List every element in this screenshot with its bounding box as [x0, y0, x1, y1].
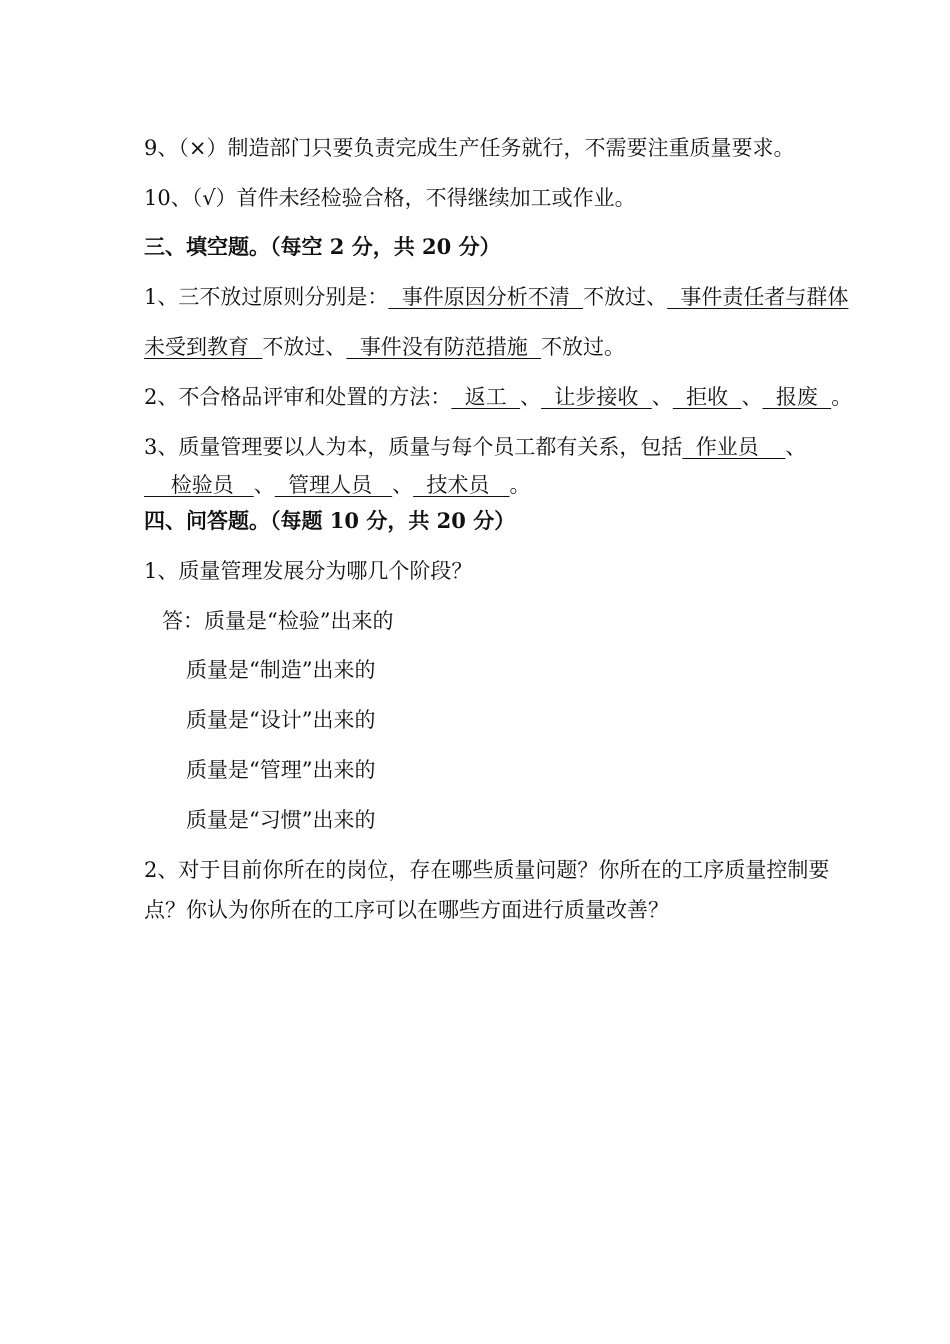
qa-question-2-line-2: 点？你认为你所在的工序可以在哪些方面进行质量改善？ [144, 898, 669, 922]
period: 。 [509, 473, 531, 497]
qa-question-2-line-1: 2、对于目前你所在的岗位，存在哪些质量问题？你所在的工序质量控制要 [144, 858, 830, 882]
section-heading-fill-blank: 三、填空题。（每空 2 分，共 20 分） [144, 234, 501, 259]
question-number: 10、（ [144, 186, 203, 210]
fill-question-1-line-1 [144, 283, 848, 311]
question-text: 不放过、 [583, 285, 668, 309]
judgment-question-10 [144, 184, 636, 212]
question-text: 1、三不放过原则分别是： [144, 285, 389, 309]
period: 。 [831, 385, 853, 409]
fill-answer: 技术员 [413, 473, 510, 497]
fill-answer: 作业员 [682, 435, 786, 459]
fill-question-3-line-2 [144, 471, 531, 499]
answer-mark: × [188, 136, 207, 160]
fill-answer: 管理人员 [274, 473, 393, 497]
fill-answer: 拒收 [672, 385, 742, 409]
fill-question-1-line-2 [144, 333, 625, 361]
answer-line-4: 质量是“管理”出来的 [186, 758, 376, 782]
separator: 、 [651, 385, 673, 409]
answer-line-5: 质量是“习惯”出来的 [186, 808, 376, 832]
fill-answer: 报废 [762, 385, 832, 409]
qa-question-1: 1、质量管理发展分为哪几个阶段？ [144, 559, 473, 583]
section-heading-qa: 四、问答题。（每题 10 分，共 20 分） [144, 508, 516, 533]
judgment-question-9 [144, 134, 794, 162]
fill-answer: 事件责任者与群体 [667, 285, 849, 309]
answer-label: 答： [162, 609, 204, 633]
question-text: 3、质量管理要以人为本，质量与每个员工都有关系，包括 [144, 435, 683, 459]
fill-answer: 返工 [451, 385, 521, 409]
separator: 、 [253, 473, 275, 497]
fill-answer: 事件原因分析不清 [388, 285, 584, 309]
answer-mark: √ [202, 186, 216, 210]
question-text: 2、不合格品评审和处置的方法： [144, 385, 452, 409]
answer-line-2: 质量是“制造”出来的 [186, 658, 376, 682]
separator: 、 [741, 385, 763, 409]
question-text: ）首件未经检验合格，不得继续加工或作业。 [215, 186, 636, 210]
question-text: ）制造部门只要负责完成生产任务就行，不需要注重质量要求。 [206, 136, 795, 160]
answer-line-1 [162, 607, 393, 635]
fill-question-2 [144, 383, 852, 411]
question-number: 9、（ [144, 136, 189, 160]
answer-text: 质量是“检验”出来的 [204, 609, 394, 633]
fill-answer: 检验员 [144, 473, 254, 497]
answer-line-3: 质量是“设计”出来的 [186, 708, 376, 732]
separator: 、 [520, 385, 542, 409]
separator: 、 [392, 473, 414, 497]
fill-answer: 让步接收 [541, 385, 652, 409]
separator: 、 [785, 435, 807, 459]
fill-answer: 未受到教育 [144, 335, 263, 359]
fill-question-3-line-1 [144, 433, 806, 461]
question-text: 不放过。 [541, 335, 626, 359]
fill-answer: 事件没有防范措施 [346, 335, 542, 359]
question-text: 不放过、 [262, 335, 347, 359]
